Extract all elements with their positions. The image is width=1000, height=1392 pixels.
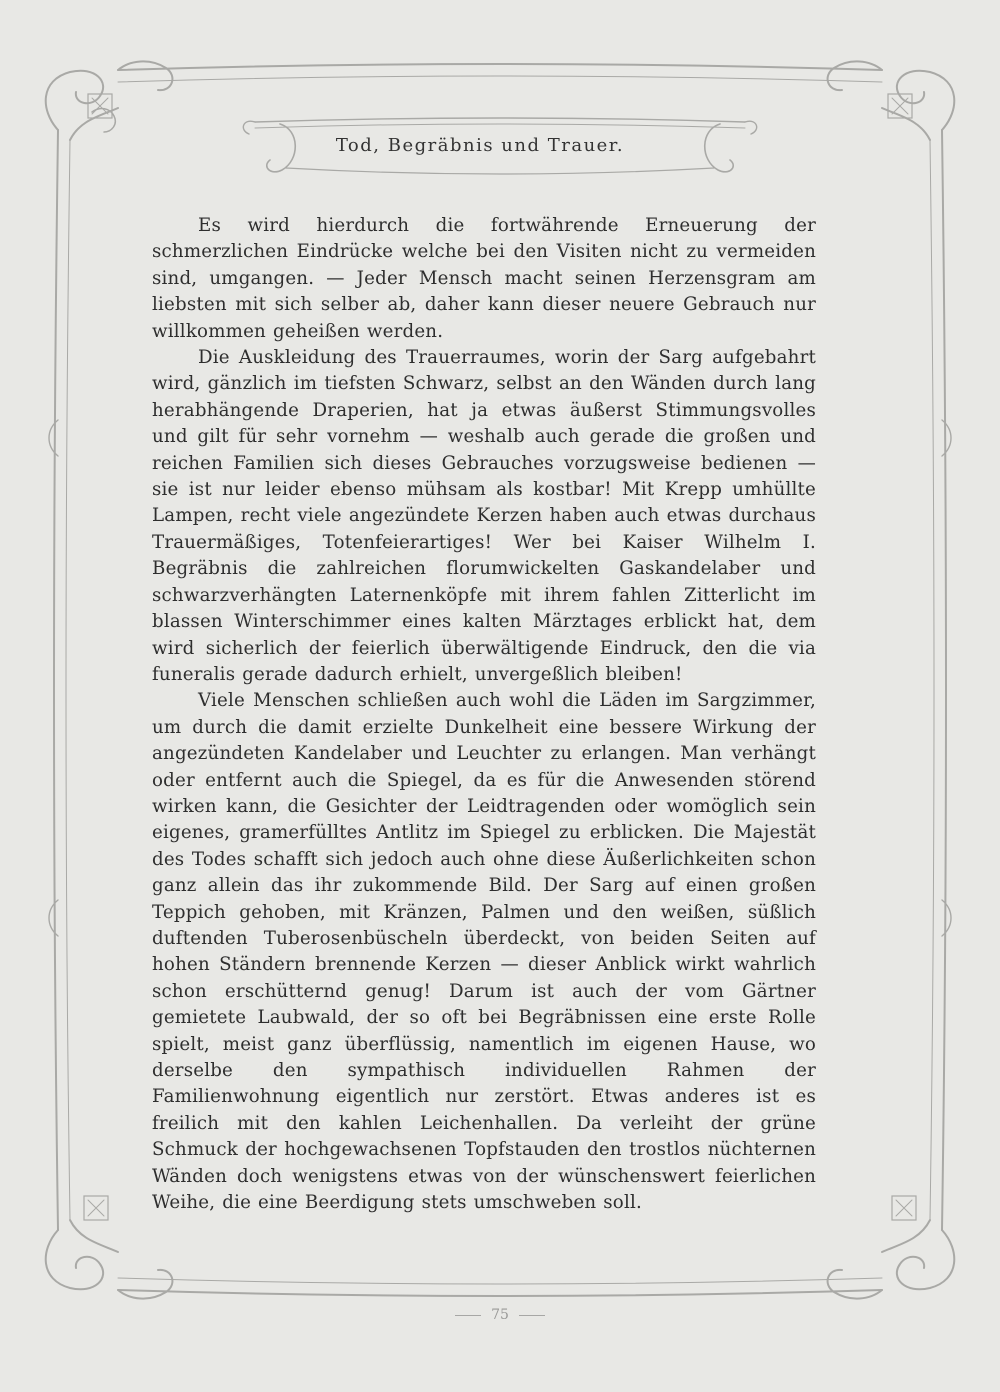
folio-dash-left bbox=[455, 1315, 481, 1316]
page-number: 75 bbox=[491, 1307, 509, 1323]
paragraph-3: Viele Menschen schließen auch wohl die Läden im Sargzimmer, um durch die damit erzielte Dunkelheit eine bessere Wirkung der angezündeten Kandelaber und Leuchter zu erlangen. Man verhängt oder entfernt auch die Spiegel, da es für die Anwesenden störend wirken kann, die Gesichter der Leidtragenden oder womöglich sein eigenes, gramerfülltes Antlitz im Spiegel zu erblicken. Die Majestät des Todes schafft sich jedoch auch ohne diese Äußerlichkeiten schon ganz allein das ihr zukommende Bild. Der Sarg auf einen großen Teppich gehoben, mit Kränzen, Palmen und den weißen, süßlich duftenden Tuberosenbüscheln überdeckt, von beiden Seiten auf hohen Ständern brennende Kerzen — dieser Anblick wirkt wahrlich schon erschütternd genug! Darum ist auch der vom Gärtner gemietete Laubwald, der so oft bei Begräbnissen eine erste Rolle spielt, meist ganz überflüssig, namentlich im eigenen Hause, wo derselbe den sympathisch individuellen Rahmen der Familienwohnung eigentlich nur zerstört. Etwas anderes ist es freilich mit den kahlen Leichenhallen. Da verleiht der grüne Schmuck der hochgewachsenen Topfstauden den trostlos nüchternen Wänden doch wenigstens etwas von der wünschenswert feierlichen Weihe, die eine Beerdigung stets umschweben soll. bbox=[152, 690, 816, 1214]
body-text bbox=[152, 213, 816, 1216]
folio-dash-right bbox=[519, 1315, 545, 1316]
page-number-line bbox=[420, 1303, 580, 1327]
running-head: Tod, Begräbnis und Trauer. bbox=[335, 135, 625, 156]
paragraph-2: Die Auskleidung des Trauerraumes, worin der Sarg aufgebahrt wird, gänzlich im tiefsten Schwarz, selbst an den Wänden durch lang herabhängende Draperien, hat ja etwas äußerst Stimmungsvolles und gilt für sehr vornehm — weshalb auch gerade die großen und reichen Familien sich dieses Gebrauches vorzugsweise bedienen — sie ist nur leider ebenso mühsam als kostbar! Mit Krepp umhüllte Lampen, recht viele angezündete Kerzen haben auch etwas durchaus Trauermäßiges, Totenfeierartiges! Wer bei Kaiser Wilhelm I. Begräbnis die zahlreichen florumwickelten Gaskandelaber und schwarzverhängten Laternenköpfe mit ihrem fahlen Zitterlicht im blassen Winterschimmer eines kalten Märztages erblickt hat, dem wird sicherlich der feierlich überwältigende Eindruck, den die via funeralis gerade dadurch erhielt, unvergeßlich bleiben! bbox=[152, 347, 816, 685]
paragraph-1: Es wird hierdurch die fortwährende Erneuerung der schmerzlichen Eindrücke welche bei den Visiten nicht zu vermeiden sind, umgangen. — Jeder Mensch macht seinen Herzensgram am liebsten mit sich selber ab, daher kann dieser neuere Gebrauch nur willkommen geheißen werden. bbox=[152, 215, 816, 342]
